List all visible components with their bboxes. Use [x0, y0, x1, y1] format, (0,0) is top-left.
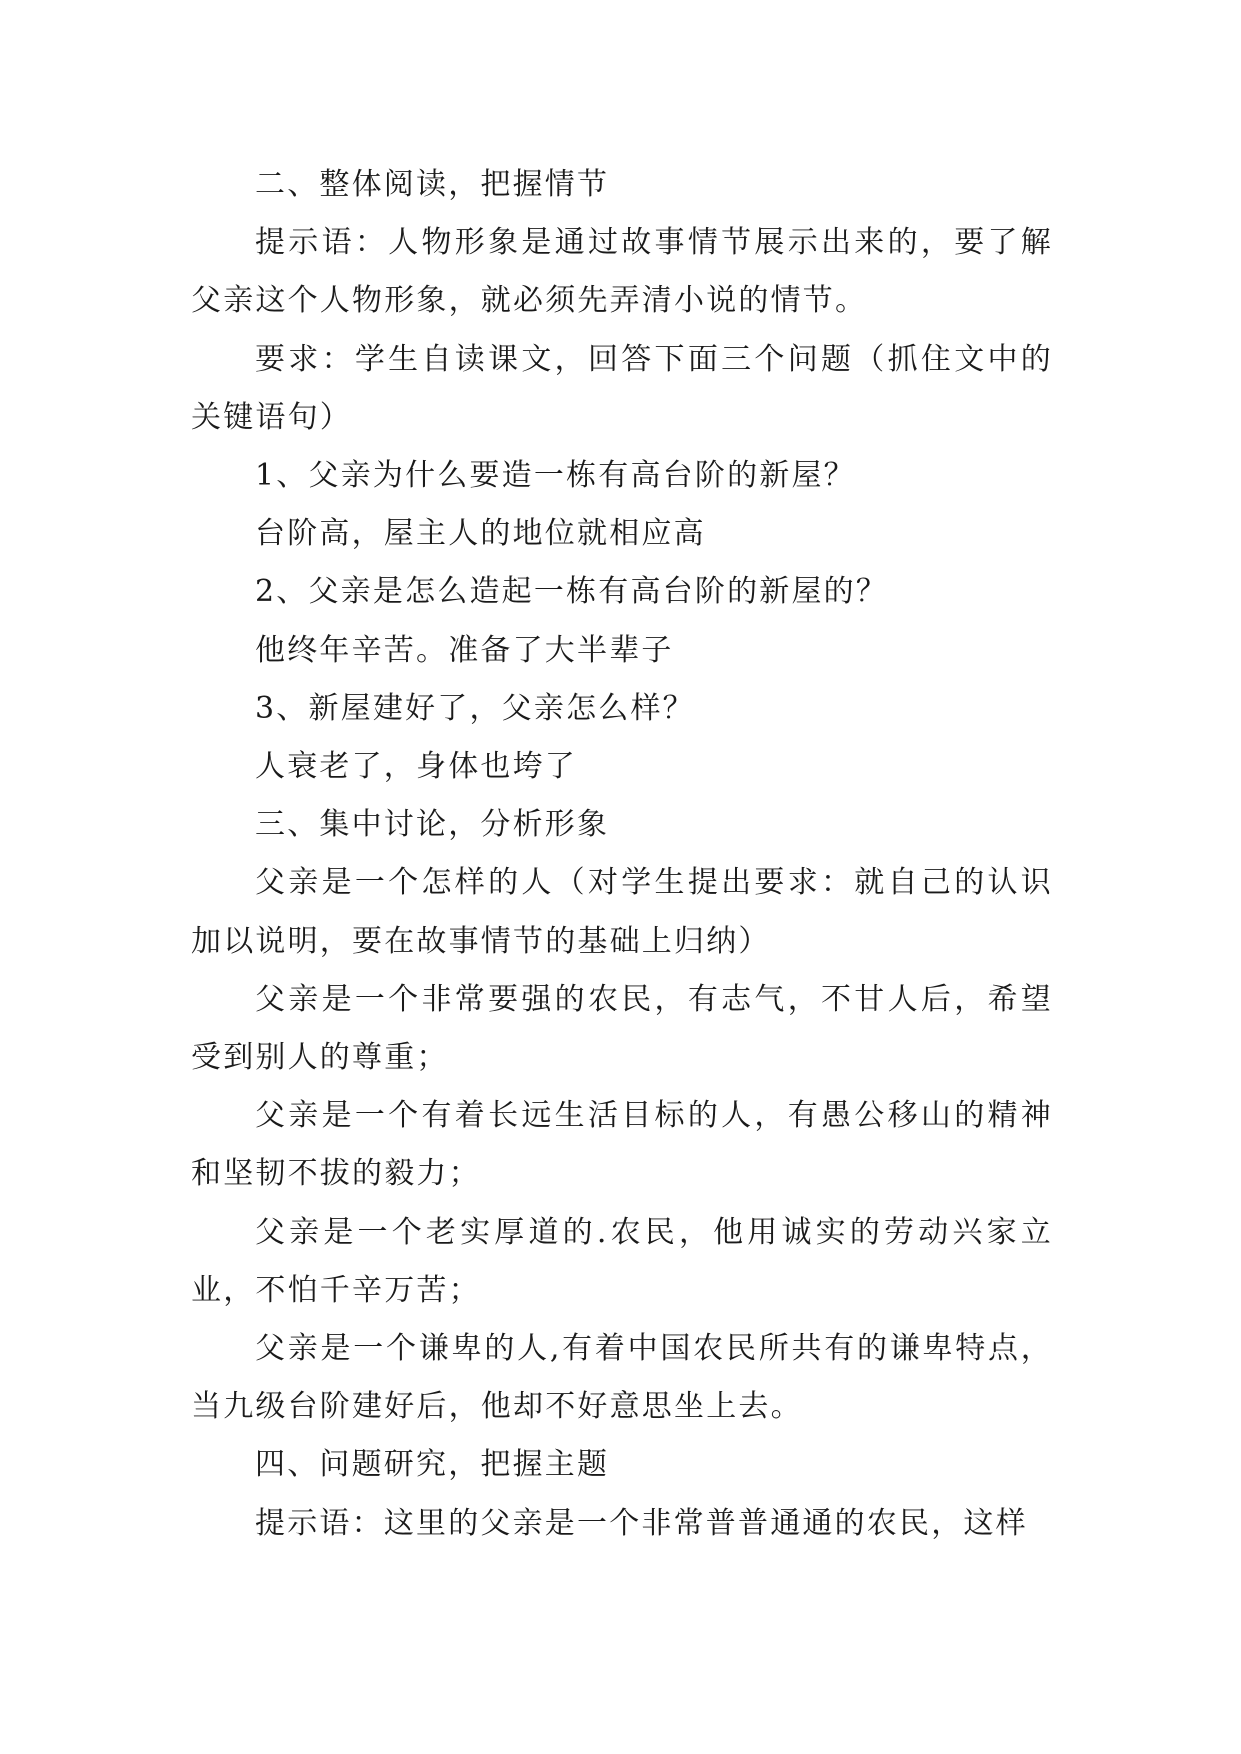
heading-section-3: 三、集中讨论，分析形象 [255, 807, 610, 843]
paragraph-trait-2: 父亲是一个有着长远生活目标的人，有愚公移山的精神和坚韧不拔的毅力； [191, 1098, 1053, 1192]
question-3: 3、新屋建好了，父亲怎么样？ [255, 690, 695, 726]
paragraph-trait-1: 父亲是一个非常要强的农民，有志气，不甘人后，希望受到别人的尊重； [191, 981, 1053, 1076]
paragraph-trait-4: 父亲是一个谦卑的人,有着中国农民所共有的谦卑特点，当九级台阶建好后，他却不好意思坐上去。 [191, 1331, 1053, 1425]
paragraph-discussion: 父亲是一个怎样的人（对学生提出要求：就自己的认识加以说明，要在故事情节的基础上归纳） [191, 865, 1053, 959]
paragraph-trait-3: 父亲是一个老实厚道的.农民，他用诚实的劳动兴家立业，不怕千辛万苦； [191, 1214, 1053, 1308]
question-1: 1、父亲为什么要造一栋有高台阶的新屋？ [255, 458, 856, 494]
paragraph-prompt-2: 提示语：这里的父亲是一个非常普普通通的农民，这样 [255, 1505, 1028, 1541]
heading-section-4: 四、问题研究，把握主题 [255, 1447, 610, 1483]
paragraph-requirement: 要求：学生自读课文，回答下面三个问题（抓住文中的关键语句） [191, 341, 1053, 435]
answer-2: 他终年辛苦。准备了大半辈子 [255, 632, 674, 668]
paragraph-prompt-1: 提示语：人物形象是通过故事情节展示出来的，要了解父亲这个人物形象，就必须先弄清小说的情节。 [191, 225, 1053, 319]
answer-1: 台阶高，屋主人的地位就相应高 [255, 516, 706, 552]
document-body [191, 156, 1053, 1553]
answer-3: 人衰老了，身体也垮了 [255, 749, 577, 785]
heading-section-2: 二、整体阅读，把握情节 [255, 167, 610, 202]
question-2: 2、父亲是怎么造起一栋有高台阶的新屋的？ [255, 574, 889, 610]
